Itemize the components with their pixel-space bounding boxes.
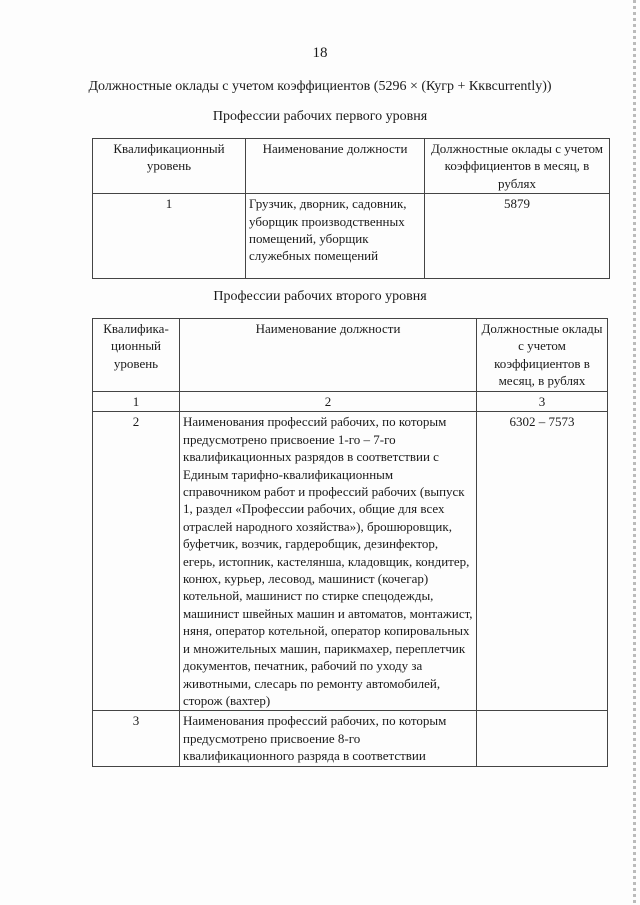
header-position: Наименование должности [246,139,425,194]
page-number: 18 [312,45,328,61]
table-row [93,412,608,711]
header-level: Квалифика-ционный уровень [93,319,180,392]
section1-heading: Профессии рабочих первого уровня [212,109,428,124]
cell-position: Грузчик, дворник, садовник, уборщик производственных помещений, уборщик служебных помещений [246,194,425,279]
header-position: Наименование должности [180,319,477,392]
cell-position: Наименования профессий рабочих, по которым предусмотрено присвоение 1-го – 7-го квалификационных разрядов в соответствии с Единым тарифно-квалификационным справочником работ и профессий рабочих (выпуск 1, раздел «Профессии рабочих, общие для всех отраслей народного хозяйства»), брошюровщик, буфетчик, возчик, гардеробщик, дезинфектор, егерь, истопник, кастелянша, кладовщик, кондитер, конюх, курьер, лесовод, машинист (кочегар) котельной, машинист по стирке спецодежды, машинист швейных машин и автоматов, монтажист, няня, оператор котельной, оператор копировальных и множительных машин, парикмахер, переплетчик документов, печатник, рабочий по уходу за животными, слесарь по ремонту автомобилей, сторож (вахтер) [180,412,477,711]
cell-salary: 5879 [425,194,610,279]
first-level-table [92,138,610,279]
header-salary: Должностные оклады с учетом коэффициентов в месяц, в рублях [425,139,610,194]
table-row [93,711,608,766]
header-salary: Должностные оклады с учетом коэффициентов в месяц, в рублях [477,319,608,392]
cell-salary: 6302 – 7573 [477,412,608,711]
number-cell: 1 [93,392,180,412]
table-row [93,194,610,279]
table-header-row [93,319,608,392]
numbering-row [93,392,608,412]
scan-edge-mark [633,0,636,905]
table-header-row [93,139,610,194]
number-cell: 3 [477,392,608,412]
document-title: Должностные оклады с учетом коэффициентов (5296 × (Кугр + Кквcurrently)) [88,79,552,94]
cell-level: 2 [93,412,180,711]
section2-heading: Профессии рабочих второго уровня [213,289,427,304]
second-level-table [92,318,608,767]
cell-position: Наименования профессий рабочих, по которым предусмотрено присвоение 8-го квалификационного разряда в соответствии [180,711,477,766]
number-cell: 2 [180,392,477,412]
cell-salary [477,711,608,766]
cell-level: 3 [93,711,180,766]
header-level: Квалификационный уровень [93,139,246,194]
cell-level: 1 [93,194,246,279]
